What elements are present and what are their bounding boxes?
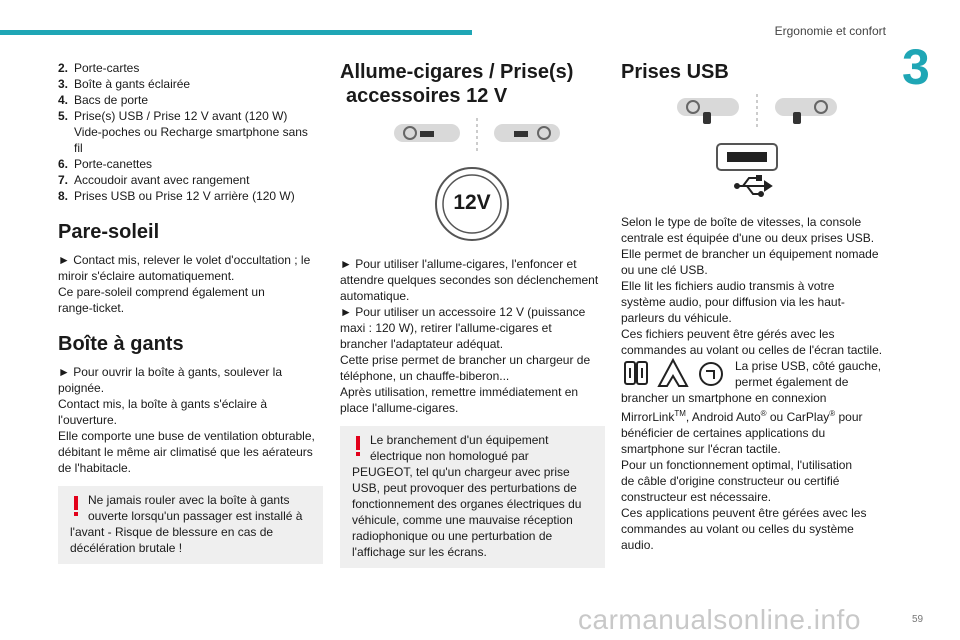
- connectivity-row: [621, 358, 886, 390]
- list-item: 2. Porte-cartes: [58, 61, 140, 75]
- list-item: 8. Prises USB ou Prise 12 V arrière (120 W): [58, 189, 295, 203]
- socket-label: 12V: [453, 191, 491, 214]
- android-auto-icon: [659, 360, 687, 386]
- list-item: 5. Prise(s) USB / Prise 12 V avant (120 W) Vide-poches ou Recharge smartphone sans fil: [58, 109, 308, 155]
- warning-box: Le branchement d'un équipement électrique non homologué par PEUGEOT, tel qu'un chargeur avec prise USB, peut provoquer des perturbations de fonctionnement des organes électriques du véhicule, comme une mauvaise réception radiophonique ou une perturbation de l'affichage sur les écrans.: [340, 426, 605, 568]
- header-accent-bar: [0, 30, 472, 35]
- list-item: 3. Boîte à gants éclairée: [58, 77, 191, 91]
- list-item: 6. Porte-canettes: [58, 157, 153, 171]
- page-number: 59: [912, 614, 924, 625]
- vehicle-lhd-rhd-icon: [390, 116, 570, 156]
- section-title: Ergonomie et confort: [774, 24, 886, 38]
- component-list: [58, 60, 323, 204]
- column-left: [58, 60, 323, 564]
- paragraph: La prise USB, côté gauche, permet également de: [735, 359, 882, 389]
- list-item: 7. Accoudoir avant avec rangement: [58, 173, 250, 187]
- warning-box: Ne jamais rouler avec la boîte à gants ouverte lorsqu'un passager est installé à l'avant - Risque de blessure en cas de décélération brutale !: [58, 486, 323, 564]
- chapter-number: 3: [902, 39, 930, 95]
- 12v-socket-icon: [432, 164, 512, 244]
- paragraph: ► Pour utiliser l'allume-cigares, l'enfoncer et attendre quelques secondes son déclenchement automatique. ► Pour utiliser un accessoire 12 V (puissance maxi : 120 W), retirer l'allume-cigares et brancher l'adaptateur adéquat. Cette prise permet de brancher un chargeur de téléphone, un chauffe-biberon... Après utilisation, remettre immédiatement en place l'allume-cigares.: [340, 257, 599, 415]
- carplay-icon: [700, 363, 722, 385]
- paragraph: brancher un smartphone en connexion MirrorLink™, Android Auto® ou CarPlay® pour bénéficier de certaines applications du smartphone sur l'écran tactile. Pour un fonctionnement optimal, l'utilisation de câble d'origine constructeur ou certifié constructeur est nécessaire. Ces applications peuvent être gérées avec les commandes au volant ou celles du système audio.: [621, 391, 867, 552]
- column-right: [621, 60, 886, 553]
- heading-allume-cigares: Allume-cigares / Prise(s) accessoires 12 V: [340, 61, 574, 107]
- usb-port-icon: [713, 140, 793, 200]
- heading-boite-a-gants: Boîte à gants: [58, 333, 184, 355]
- list-item: 4. Bacs de porte: [58, 93, 149, 107]
- heading-pare-soleil: Pare-soleil: [58, 221, 160, 243]
- paragraph: ► Pour ouvrir la boîte à gants, soulever la poignée. Contact mis, la boîte à gants s'éclaire à l'ouverture. Elle comporte une buse de ventilation obturable, débitant le même air climatisé que les aérateurs de l'habitacle.: [58, 365, 315, 475]
- vehicle-lhd-rhd-icon: [673, 92, 853, 132]
- heading-prises-usb: Prises USB: [621, 61, 729, 83]
- paragraph: Selon le type de boîte de vitesses, la console centrale est équipée d'une ou deux prises USB. Elle permet de brancher un équipement nomade ou une clé USB. Elle lit les fichiers audio transmis à votre système audio, pour diffusion via les haut- parleurs du véhicule. Ces fichiers peuvent être gérés avec les commandes au volant ou celles de l'écran tactile.: [621, 215, 883, 357]
- connectivity-icons: [621, 358, 731, 390]
- paragraph: ► Contact mis, relever le volet d'occultation ; le miroir s'éclaire automatiquement. Ce pare-soleil comprend également un range-ticket.: [58, 253, 311, 315]
- column-middle: [340, 60, 605, 568]
- warning-exclamation-icon: [70, 495, 82, 517]
- mirrorlink-icon: [625, 362, 647, 384]
- watermark: carmanualsonline.info: [578, 604, 861, 635]
- warning-exclamation-icon: [352, 435, 364, 457]
- usb-symbol-icon: [735, 176, 771, 196]
